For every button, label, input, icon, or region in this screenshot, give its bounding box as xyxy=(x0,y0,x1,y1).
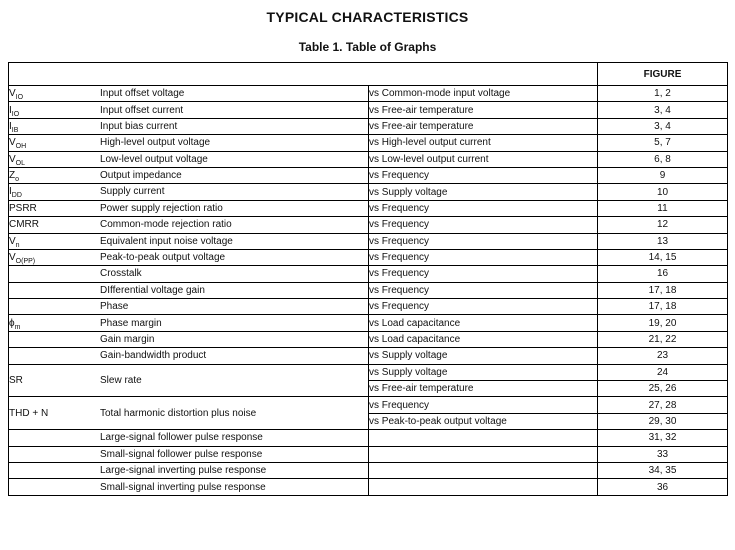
table-caption: Table 1. Table of Graphs xyxy=(298,40,437,54)
figure-cell: 3, 4 xyxy=(598,118,728,134)
parameter-label: Output impedance xyxy=(100,170,182,182)
parameter-label: Low-level output voltage xyxy=(100,153,208,165)
table-row xyxy=(9,86,728,102)
parameter-label: Input offset voltage xyxy=(100,88,185,100)
table-row xyxy=(9,364,728,380)
vs-cell: vs Free-air temperature xyxy=(369,381,598,397)
parameter-label: High-level output voltage xyxy=(100,137,211,149)
table-of-graphs xyxy=(8,62,728,496)
table-row xyxy=(9,299,728,315)
symbol-base: I xyxy=(9,120,12,132)
symbol-parameter-cell xyxy=(9,217,369,233)
symbol-parameter-cell xyxy=(9,364,369,397)
symbol-base: I xyxy=(9,104,12,116)
symbol xyxy=(9,121,100,132)
figure-cell: 25, 26 xyxy=(598,381,728,397)
symbol-base: CMRR xyxy=(9,219,39,231)
vs-cell: vs Free-air temperature xyxy=(369,102,598,118)
table-row xyxy=(9,348,728,364)
table-header-row xyxy=(9,63,728,86)
vs-cell xyxy=(369,430,598,446)
parameter-label: Peak-to-peak output voltage xyxy=(100,252,226,264)
symbol xyxy=(9,137,100,151)
figure-cell: 19, 20 xyxy=(598,315,728,331)
vs-cell: vs Low-level output current xyxy=(369,151,598,167)
vs-cell: vs Frequency xyxy=(369,249,598,265)
symbol xyxy=(9,105,100,116)
symbol-parameter-cell xyxy=(9,249,369,265)
vs-cell: vs Frequency xyxy=(369,282,598,298)
header-empty-cell xyxy=(9,63,598,86)
parameter-label: Total harmonic distortion plus noise xyxy=(100,407,257,419)
table-row xyxy=(9,118,728,134)
figure-cell: 17, 18 xyxy=(598,299,728,315)
symbol-base: ϕ xyxy=(9,317,15,329)
figure-column-header: FIGURE xyxy=(598,63,728,86)
symbol-base: V xyxy=(9,235,16,247)
figure-cell: 31, 32 xyxy=(598,430,728,446)
symbol-parameter-cell xyxy=(9,233,369,249)
symbol-base: V xyxy=(9,137,16,149)
table-row xyxy=(9,102,728,118)
vs-cell: vs Frequency xyxy=(369,299,598,315)
symbol-subscript: OL xyxy=(15,159,26,167)
vs-cell: vs Frequency xyxy=(369,200,598,216)
figure-cell: 27, 28 xyxy=(598,397,728,413)
vs-cell: vs Supply voltage xyxy=(369,348,598,364)
table-row xyxy=(9,135,728,151)
vs-cell: vs Peak-to-peak output voltage xyxy=(369,413,598,429)
parameter-label: Small-signal follower pulse response xyxy=(100,448,263,460)
figure-cell: 23 xyxy=(598,348,728,364)
figure-cell: 6, 8 xyxy=(598,151,728,167)
figure-cell: 13 xyxy=(598,233,728,249)
symbol-subscript: IO xyxy=(15,94,24,102)
symbol-base: SR xyxy=(9,374,23,386)
table-row xyxy=(9,200,728,216)
symbol-parameter-cell xyxy=(9,430,369,446)
symbol-base: V xyxy=(9,153,16,165)
symbol-parameter-cell xyxy=(9,135,369,151)
parameter-label: Gain margin xyxy=(100,334,155,346)
symbol-parameter-cell xyxy=(9,184,369,200)
parameter-label: Small-signal inverting pulse response xyxy=(100,481,266,493)
vs-cell: vs Frequency xyxy=(369,167,598,183)
symbol-parameter-cell xyxy=(9,118,369,134)
parameter-label: Phase xyxy=(100,301,129,313)
symbol-base: PSRR xyxy=(9,202,37,214)
parameter-label: Common-mode rejection ratio xyxy=(100,219,232,231)
symbol-subscript: IO xyxy=(11,110,20,118)
table-row xyxy=(9,430,728,446)
figure-cell: 1, 2 xyxy=(598,86,728,102)
table-row xyxy=(9,217,728,233)
table-row xyxy=(9,233,728,249)
figure-cell: 9 xyxy=(598,167,728,183)
page-title: TYPICAL CHARACTERISTICS xyxy=(266,9,469,25)
table-row xyxy=(9,479,728,495)
vs-cell: vs Frequency xyxy=(369,266,598,282)
vs-cell: vs Load capacitance xyxy=(369,315,598,331)
symbol-base: THD + N xyxy=(9,407,49,419)
vs-cell xyxy=(369,446,598,462)
parameter-label: Gain-bandwidth product xyxy=(100,350,207,362)
symbol-parameter-cell xyxy=(9,151,369,167)
symbol xyxy=(9,375,100,386)
symbol-base: V xyxy=(9,252,16,264)
parameter-label: Power supply rejection ratio xyxy=(100,203,223,214)
vs-cell: vs Frequency xyxy=(369,397,598,413)
figure-cell: 16 xyxy=(598,266,728,282)
symbol-subscript: IB xyxy=(11,126,19,134)
figure-cell: 10 xyxy=(598,184,728,200)
parameter-label: Supply current xyxy=(100,186,165,198)
parameter-label: Slew rate xyxy=(100,375,142,387)
parameter-label: Input offset current xyxy=(100,104,184,116)
symbol-parameter-cell xyxy=(9,167,369,183)
symbol xyxy=(9,318,100,329)
table-row xyxy=(9,266,728,282)
table-row xyxy=(9,282,728,298)
symbol xyxy=(9,252,100,266)
figure-cell: 33 xyxy=(598,446,728,462)
symbol xyxy=(9,408,100,419)
figure-cell: 34, 35 xyxy=(598,462,728,478)
table-row xyxy=(9,462,728,478)
parameter-label: Input bias current xyxy=(100,121,178,133)
figure-cell: 21, 22 xyxy=(598,331,728,347)
symbol-parameter-cell xyxy=(9,86,369,102)
symbol-parameter-cell xyxy=(9,102,369,118)
symbol-parameter-cell xyxy=(9,200,369,216)
symbol-subscript: o xyxy=(15,176,20,184)
table-row xyxy=(9,249,728,265)
parameter-label: Equivalent input noise voltage xyxy=(100,235,233,247)
symbol-parameter-cell xyxy=(9,331,369,347)
vs-cell: vs Common-mode input voltage xyxy=(369,86,598,102)
symbol-parameter-cell xyxy=(9,462,369,478)
symbol xyxy=(9,186,100,200)
table-row xyxy=(9,151,728,167)
symbol-parameter-cell xyxy=(9,282,369,298)
datasheet-page xyxy=(0,9,735,496)
parameter-label: DIfferential voltage gain xyxy=(100,284,205,296)
table-row xyxy=(9,167,728,183)
vs-cell: vs High-level output current xyxy=(369,135,598,151)
figure-cell: 12 xyxy=(598,217,728,233)
symbol-parameter-cell xyxy=(9,266,369,282)
figure-cell: 17, 18 xyxy=(598,282,728,298)
symbol-subscript: n xyxy=(15,241,20,249)
symbol-base: Z xyxy=(9,170,16,182)
parameter-label: Phase margin xyxy=(100,317,162,329)
vs-cell: vs Load capacitance xyxy=(369,331,598,347)
symbol-subscript: m xyxy=(14,323,21,331)
symbol-base: V xyxy=(9,88,16,100)
figure-cell: 24 xyxy=(598,364,728,380)
symbol-subscript: O(PP) xyxy=(15,258,36,266)
parameter-label: Large-signal inverting pulse response xyxy=(100,465,267,477)
parameter-label: Large-signal follower pulse response xyxy=(100,432,263,444)
symbol-parameter-cell xyxy=(9,315,369,331)
figure-cell: 5, 7 xyxy=(598,135,728,151)
table-row xyxy=(9,184,728,200)
symbol xyxy=(9,203,100,214)
vs-cell xyxy=(369,479,598,495)
table-row xyxy=(9,315,728,331)
symbol-parameter-cell xyxy=(9,446,369,462)
symbol-subscript: OH xyxy=(15,143,27,151)
symbol xyxy=(9,219,100,230)
symbol xyxy=(9,154,100,165)
table-row xyxy=(9,397,728,413)
symbol-subscript: DD xyxy=(11,192,22,200)
vs-cell: vs Supply voltage xyxy=(369,364,598,380)
symbol xyxy=(9,236,100,247)
vs-cell: vs Frequency xyxy=(369,233,598,249)
symbol xyxy=(9,88,100,102)
symbol-parameter-cell xyxy=(9,348,369,364)
figure-cell: 11 xyxy=(598,200,728,216)
vs-cell xyxy=(369,462,598,478)
parameter-label: Crosstalk xyxy=(100,268,142,280)
vs-cell: vs Frequency xyxy=(369,217,598,233)
figure-cell: 3, 4 xyxy=(598,102,728,118)
symbol-parameter-cell xyxy=(9,299,369,315)
table-row xyxy=(9,331,728,347)
symbol xyxy=(9,170,100,184)
figure-cell: 36 xyxy=(598,479,728,495)
vs-cell: vs Supply voltage xyxy=(369,184,598,200)
figure-cell: 14, 15 xyxy=(598,249,728,265)
symbol-base: I xyxy=(9,186,12,198)
symbol-parameter-cell xyxy=(9,479,369,495)
table-row xyxy=(9,446,728,462)
figure-cell: 29, 30 xyxy=(598,413,728,429)
symbol-parameter-cell xyxy=(9,397,369,430)
vs-cell: vs Free-air temperature xyxy=(369,118,598,134)
graphs-table-body xyxy=(9,86,728,496)
